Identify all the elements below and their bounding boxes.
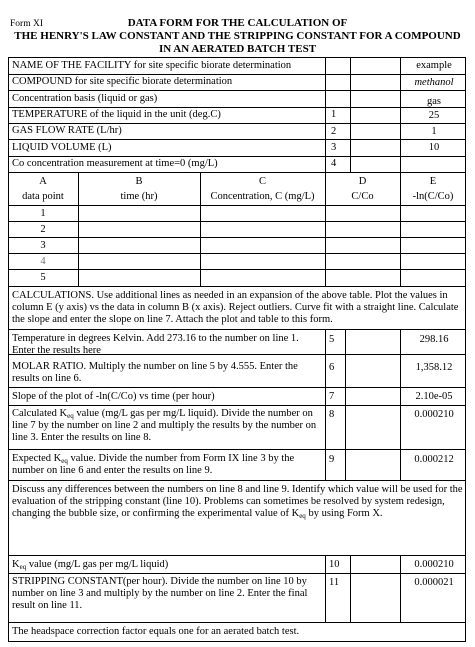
facility-label: NAME OF THE FACILITY for site specific biorate determination — [12, 60, 292, 71]
kelvin-value[interactable]: 298.16 — [419, 334, 449, 345]
line-number-9: 9 — [329, 454, 335, 465]
gas-flow-value[interactable]: 1 — [431, 126, 437, 137]
col-header-ratio: C/Co — [351, 191, 374, 202]
line-number-8: 8 — [329, 409, 335, 420]
liquid-volume-label: LIQUID VOLUME (L) — [12, 142, 112, 153]
slope-instruction: Slope of the plot of -ln(C/Co) vs time (per hour) — [12, 391, 215, 402]
col-letter-b: B — [135, 176, 143, 187]
col-letter-d: D — [358, 176, 367, 187]
molar-ratio-instruction: MOLAR RATIO. Multiply the number on line 5 by 4.555. Enter the results on line 6. — [12, 361, 298, 384]
compound-label: COMPOUND for site specific biorate determination — [12, 76, 233, 87]
line-number-10: 10 — [329, 559, 340, 570]
line-number-6: 6 — [329, 362, 335, 373]
line-number-1: 1 — [331, 109, 337, 120]
co-measurement-label: Co concentration measurement at time=0 (mg/L) — [12, 158, 218, 169]
col-header-neg-ln: -ln(C/Co) — [412, 191, 454, 202]
col-header-concentration: Concentration, C (mg/L) — [210, 191, 315, 202]
line-number-4: 4 — [331, 158, 337, 169]
expected-keq-instruction: Expected $K_{eq}$ value. Divide the number from Form IX line 3 by the number on line 6 and enter the results on line 9. — [12, 453, 295, 476]
table-row-2: 2 — [40, 224, 46, 235]
table-row-1: 1 — [40, 208, 46, 219]
col-header-data-point: data point — [22, 191, 64, 202]
table-row-5: 5 — [40, 272, 46, 283]
kelvin-instruction: Temperature in degrees Kelvin. Add 273.16 to the number on line 1. Enter the results here — [12, 333, 299, 356]
col-letter-c: C — [258, 176, 266, 187]
temperature-label: TEMPERATURE of the liquid in the unit (deg.C) — [12, 109, 221, 120]
concentration-basis-value[interactable]: gas — [427, 96, 441, 107]
footer-note: The headspace correction factor equals one for an aerated batch test. — [12, 626, 300, 637]
concentration-basis-label: Concentration basis (liquid or gas) — [12, 93, 158, 104]
col-letter-a: A — [39, 176, 47, 187]
liquid-volume-value[interactable]: 10 — [428, 142, 440, 153]
line-number-2: 2 — [331, 126, 337, 137]
col-letter-e: E — [429, 176, 437, 187]
line-number-3: 3 — [331, 142, 337, 153]
calculated-keq-instruction: Calculated $K_{eq}$ value (mg/L gas per mg/L liquid). Divide the number on line 7 by the number on line 2 and multiply the results by the number on line 3. Enter the results on line 8. — [12, 408, 317, 443]
stripping-constant-instruction: STRIPPING CONSTANT(per hour). Divide the number on line 10 by number on line 3 and multiply by the number on line 2. Enter the final result on line 11. — [12, 576, 308, 611]
line-number-7: 7 — [329, 391, 335, 402]
calculated-keq-value[interactable]: 0.000210 — [414, 409, 454, 420]
discussion-note: Discuss any differences between the numbers on line 8 and line 9. Identify which value will be used for the evaluation of the stripping constant (line 10). Problems can sometimes be resolved by system redesign, changing the bubble size, or confirming the experimental value of $K_{eq}$ by using Form X. — [12, 484, 463, 520]
form-title-line2: THE HENRY'S LAW CONSTANT AND THE STRIPPING CONSTANT FOR A COMPOUND — [14, 30, 461, 42]
keq-label: $K_{eq}$ value (mg/L gas per mg/L liquid) — [12, 559, 169, 571]
facility-value[interactable]: example — [416, 60, 452, 71]
expected-keq-value[interactable]: 0.000212 — [414, 454, 454, 465]
calculations-note: CALCULATIONS. Use additional lines as needed in an expansion of the above table. Plot the values in column E (y axis) vs the data in column B (x axis). Reject outliers. Curve fit with a straight line. Calculate the slope and enter the slope on line 7. Attach the plot and table to this form. — [12, 290, 459, 325]
keq-value[interactable]: 0.000210 — [414, 559, 454, 570]
col-header-time: time (hr) — [120, 191, 158, 202]
form-title-line1: DATA FORM FOR THE CALCULATION OF — [127, 17, 348, 29]
table-row-3: 3 — [40, 240, 46, 251]
table-row-4: 4 — [40, 256, 46, 267]
stripping-constant-value[interactable]: 0.000021 — [414, 577, 454, 588]
compound-value[interactable]: methanol — [414, 77, 454, 88]
gas-flow-label: GAS FLOW RATE (L/hr) — [12, 125, 122, 136]
slope-value[interactable]: 2.10e-05 — [415, 391, 453, 402]
molar-ratio-value[interactable]: 1,358.12 — [415, 362, 453, 373]
line-number-5: 5 — [329, 334, 335, 345]
form-title-line3: IN AN AERATED BATCH TEST — [158, 43, 317, 55]
line-number-11: 11 — [329, 577, 340, 588]
temperature-value[interactable]: 25 — [428, 110, 440, 121]
form-id: Form XI — [10, 19, 43, 29]
